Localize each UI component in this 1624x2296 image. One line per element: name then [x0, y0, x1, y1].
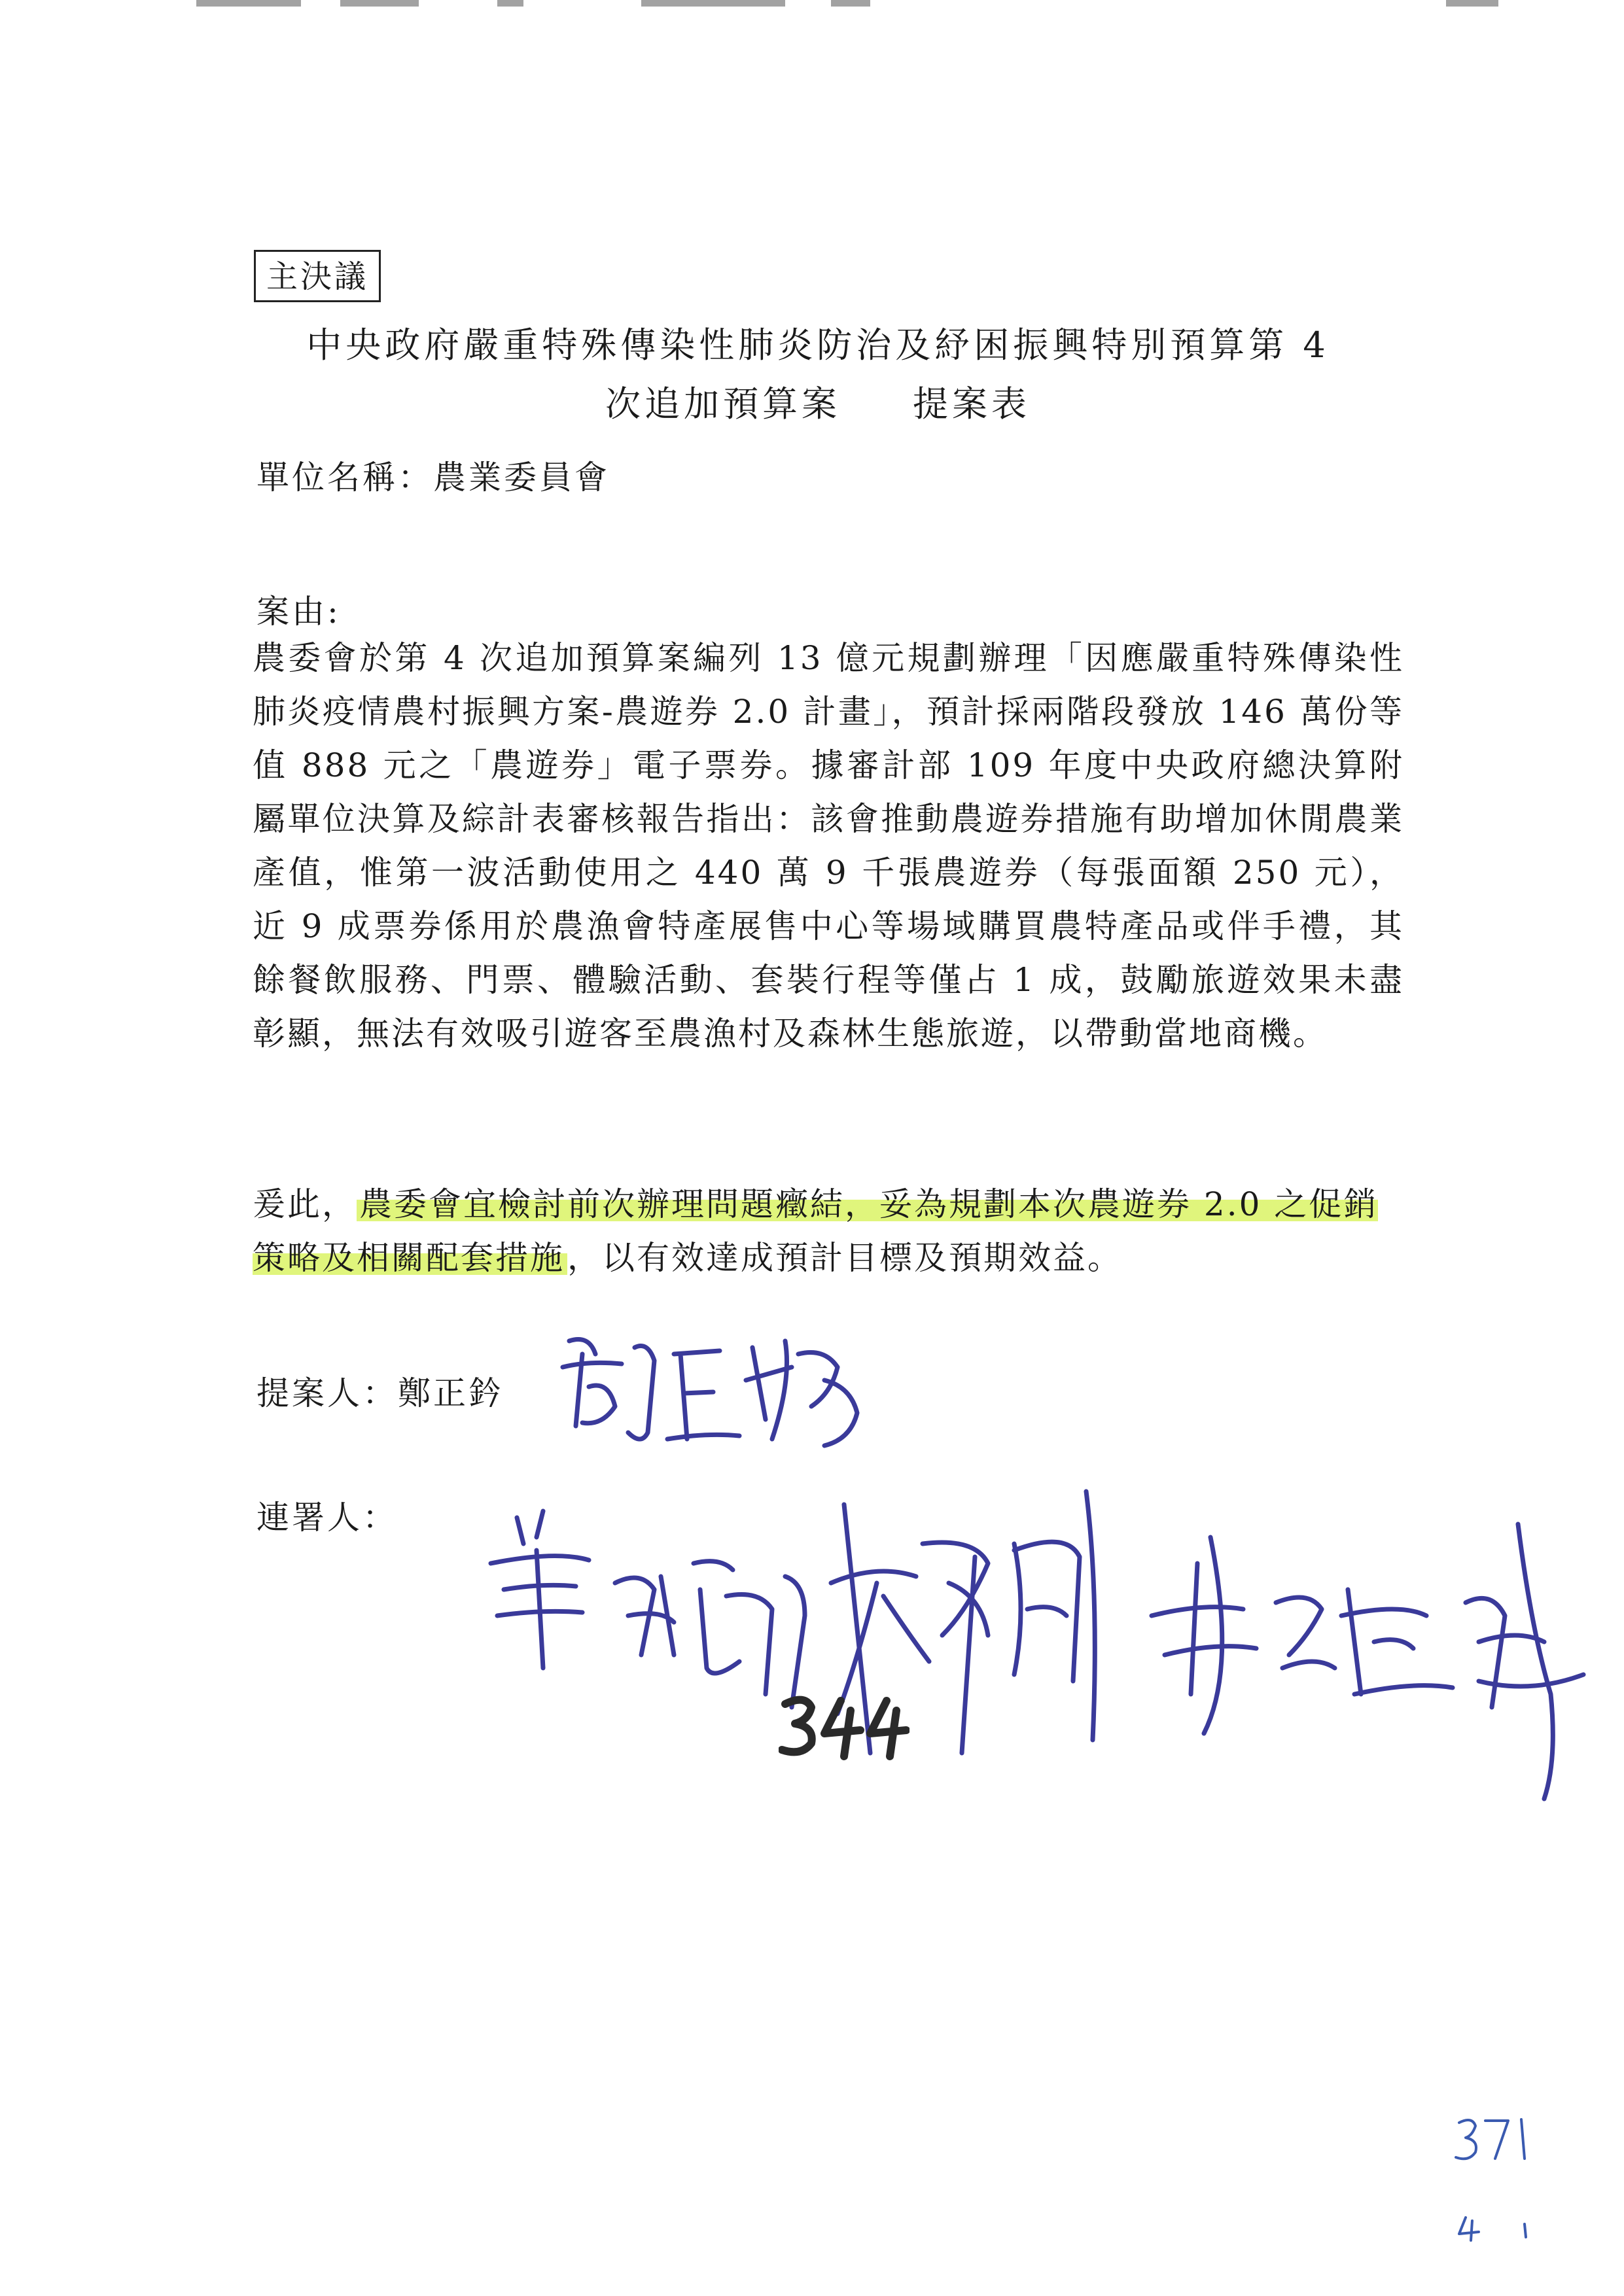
unit-name: 單位名稱：農業委員會 [256, 459, 610, 496]
cosigner-label: 連署人： [256, 1499, 398, 1537]
document-title-line1: 中央政府嚴重特殊傳染性肺炎防治及紓困振興特別預算第 4 [306, 324, 1330, 366]
reason-label: 案由: [256, 593, 341, 631]
title-part-form: 提案表 [913, 383, 1031, 425]
conclusion-highlight: 農委會宜檢討前次辦理問題癥結，妥為規劃本次農遊券 2.0 之促銷策略及相關配套措施 [253, 1185, 1379, 1277]
proposer-label: 提案人：鄭正鈐 [256, 1374, 504, 1412]
conclusion-suffix: ，以有效達成預計目標及預期效益。 [567, 1239, 1122, 1277]
document-title-line2 [196, 378, 1439, 430]
scan-artifact-top [0, 0, 1624, 9]
title-part-budget: 次追加預算案 [605, 383, 841, 425]
proposer-signature [550, 1315, 890, 1465]
cosigner-signature-3 [1125, 1419, 1597, 1825]
document-tag: 主決議 [254, 250, 381, 302]
page-number-handwritten [779, 1691, 909, 1765]
reason-body: 農委會於第 4 次追加預算案編列 13 億元規劃辦理「因應嚴重特殊傳染性肺炎疫情農村振興方案-農遊券 2.0 計畫」，預計採兩階段發放 146 萬份等值 888 元之「農遊券」電子票券。據審計部 109 年度中央政府總決算附屬單位決算及綜計表審核報告指出：該會推動農遊券措施有助增加休閒農業產值，惟第一波活動使用之 440 萬 9 千張農遊券（每張面額 250 元），近 9 成票券係用於農漁會特產展售中心等場域購買農特產品或伴手禮，其餘餐飲服務、門票、體驗活動、套裝行程等僅占 1 成，鼓勵旅遊效果未盡彰顯，無法有效吸引遊客至農漁村及森林生態旅遊，以帶動當地商機。 [253, 639, 1404, 1052]
conclusion [253, 1177, 1404, 1285]
corner-number-handwritten [1453, 2113, 1544, 2246]
conclusion-prefix: 爰此， [253, 1185, 357, 1223]
